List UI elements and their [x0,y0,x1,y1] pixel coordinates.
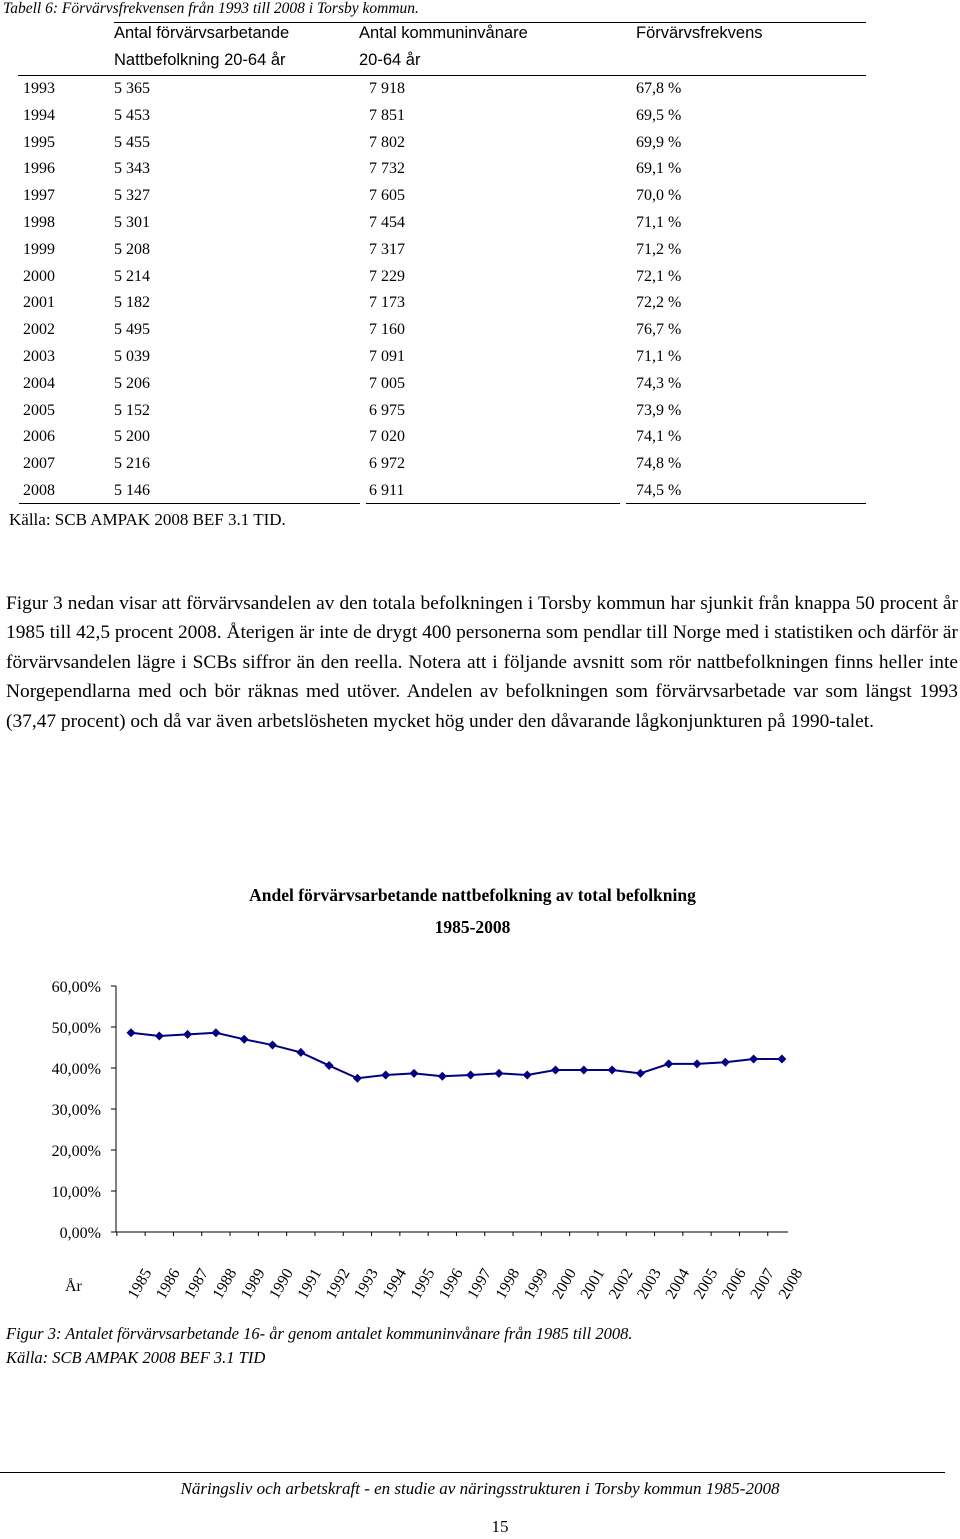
data-point [608,1066,617,1075]
cell-year: 1998 [23,214,55,231]
cell-year: 2002 [23,321,55,339]
x-tick-label: 2006 [719,1265,750,1302]
cell-nightpop: 5 152 [114,401,150,419]
data-point [749,1054,758,1063]
cell-frequency: 71,2 % [636,240,682,258]
cell-municipal: 7 918 [369,80,405,97]
x-tick-label: 1997 [464,1265,496,1302]
data-point [636,1069,645,1078]
cell-frequency: 67,8 % [636,80,682,97]
cell-municipal: 7 605 [369,187,405,205]
cell-nightpop: 5 327 [114,187,150,205]
header-municipal-line2: 20-64 år [359,51,421,69]
header-frequency: Förvärvsfrekvens [636,24,763,42]
table-bottom-rule-3 [626,503,866,504]
x-axis-label: År [65,1278,82,1295]
data-point [721,1058,730,1067]
cell-municipal: 7 020 [369,428,405,446]
cell-frequency: 74,3 % [636,374,682,392]
cell-nightpop: 5 182 [114,294,150,312]
x-tick-label: 1986 [153,1265,184,1302]
footer-rule [0,1472,945,1473]
data-point [268,1041,277,1050]
y-axis [52,979,116,1242]
x-tick-label: 2005 [690,1265,722,1302]
cell-nightpop: 5 343 [114,160,150,178]
series-line-group [127,1028,787,1083]
header-nightpop-line2: Nattbefolkning 20-64 år [114,51,286,69]
body-paragraph: Figur 3 nedan visar att förvärvsandelen av den totala befolkningen i Torsby kommun har sjunkit från knappa 50 procent år 1985 till 42,5 procent 2008. Återigen är inte de drygt 400 personerna som pendlar till Norge med i statistiken och därför är förvärvsandelen lägre i SCBs siffror än den reella. Notera att i följande avsnitt som rör nattbefolkningen finns heller inte Norgependlarna med och bör räknas med utöver. Andelen av befolkningen som förvärvsarbetade var som längst 1993 (37,47 procent) och då var även arbetslösheten mycket hög under den dåvarande lågkonjunkturen på 1990-talet. [6,593,958,732]
header-nightpop-line1: Antal förvärvsarbetande [114,24,290,42]
cell-frequency: 73,9 % [636,401,682,419]
x-tick-label: 1985 [124,1265,156,1302]
cell-year: 2003 [23,348,55,365]
cell-nightpop: 5 365 [114,80,150,97]
data-point [410,1069,419,1078]
cell-frequency: 72,1 % [636,267,682,285]
y-tick-label: 60,00% [51,979,101,996]
data-point [579,1066,588,1075]
data-point [438,1072,447,1081]
cell-frequency: 74,5 % [636,482,682,499]
table-top-rule [114,22,866,23]
cell-municipal: 7 732 [369,160,405,178]
cell-frequency: 74,8 % [636,455,682,473]
x-axis [116,1232,806,1302]
data-point [183,1030,192,1039]
x-tick-label: 1988 [209,1265,241,1302]
cell-nightpop: 5 206 [114,374,150,392]
figure-caption-line1: Figur 3: Antalet förvärvsarbetande 16- år genom antalet kommuninvånare från 1985 till 2008. [6,1324,633,1343]
x-tick-label: 2008 [775,1265,807,1302]
y-tick-label: 50,00% [51,1020,101,1037]
footer-text: Näringsliv och arbetskraft - en studie av näringsstrukturen i Torsby kommun 1985-2008 [180,1479,780,1498]
data-point [353,1074,362,1083]
data-point [127,1028,136,1037]
table-header-rule [18,75,866,76]
series-line [131,1033,782,1079]
data-point [494,1069,503,1078]
x-tick-label: 1994 [379,1265,411,1302]
cell-frequency: 71,1 % [636,348,682,365]
x-tick-label: 2003 [634,1265,665,1302]
table-bottom-rule-1 [19,503,360,504]
y-tick-label: 20,00% [51,1143,101,1160]
figure-caption-line2: Källa: SCB AMPAK 2008 BEF 3.1 TID [6,1348,266,1367]
cell-nightpop: 5 301 [114,214,150,231]
x-tick-label: 1993 [351,1265,382,1302]
cell-frequency: 69,1 % [636,160,682,178]
y-tick-label: 0,00% [59,1225,101,1242]
cell-municipal: 7 851 [369,106,405,124]
cell-nightpop: 5 455 [114,133,150,151]
cell-nightpop: 5 495 [114,321,150,339]
chart-subtitle: 1985-2008 [434,917,511,937]
x-tick-label: 1999 [520,1265,552,1302]
x-tick-label: 1998 [492,1265,524,1302]
cell-nightpop: 5 216 [114,455,150,473]
cell-year: 2007 [23,455,55,473]
cell-municipal: 7 005 [369,374,405,392]
data-point [664,1059,673,1068]
x-tick-label: 2000 [549,1265,580,1302]
cell-municipal: 7 173 [369,294,405,312]
data-point [693,1059,702,1068]
cell-frequency: 72,2 % [636,294,682,312]
data-point [777,1054,786,1063]
cell-frequency: 70,0 % [636,187,682,205]
cell-municipal: 6 911 [369,482,405,499]
cell-nightpop: 5 453 [114,106,150,124]
x-tick-label: 1991 [294,1265,326,1302]
table-bottom-rule-2 [366,503,620,504]
cell-frequency: 74,1 % [636,428,682,446]
figure-caption [6,1322,632,1370]
cell-frequency: 69,9 % [636,133,682,151]
cell-year: 1997 [23,187,55,205]
x-tick-label: 2007 [747,1265,779,1302]
y-tick-label: 10,00% [51,1184,101,1201]
data-point [466,1070,475,1079]
data-point [296,1048,305,1057]
x-tick-label: 2004 [662,1265,694,1302]
cell-year: 1995 [23,133,55,151]
cell-year: 2001 [23,294,55,312]
data-point [381,1070,390,1079]
cell-year: 1994 [23,106,55,124]
chart-title [0,879,945,943]
cell-frequency: 71,1 % [636,214,682,231]
y-tick-label: 40,00% [51,1061,101,1078]
cell-municipal: 7 091 [369,348,405,365]
x-tick-label: 2002 [605,1265,637,1302]
table-caption: Tabell 6: Förvärvsfrekvensen från 1993 till 2008 i Torsby kommun. [3,0,419,17]
cell-municipal: 7 160 [369,321,405,339]
header-municipal-line1: Antal kommuninvånare [359,24,528,42]
cell-nightpop: 5 214 [114,267,150,285]
line-chart [0,950,960,1310]
page-number: 15 [491,1517,509,1536]
cell-nightpop: 5 039 [114,348,150,365]
cell-year: 2008 [23,482,55,499]
cell-municipal: 6 975 [369,401,405,419]
data-point [325,1061,334,1070]
cell-municipal: 6 972 [369,455,405,473]
x-tick-label: 2001 [577,1265,609,1302]
cell-municipal: 7 802 [369,133,405,151]
cell-municipal: 7 317 [369,240,405,258]
cell-municipal: 7 454 [369,214,405,231]
x-tick-label: 1990 [266,1265,297,1302]
cell-frequency: 69,5 % [636,106,682,124]
cell-nightpop: 5 208 [114,240,150,258]
data-point [240,1035,249,1044]
cell-municipal: 7 229 [369,267,405,285]
chart-title-main: Andel förvärvsarbetande nattbefolkning av total befolkning [249,885,696,905]
cell-nightpop: 5 200 [114,428,150,446]
x-tick-label: 1987 [181,1265,213,1302]
x-tick-label: 1995 [407,1265,439,1302]
cell-frequency: 76,7 % [636,321,682,339]
cell-nightpop: 5 146 [114,482,150,499]
data-point [523,1070,532,1079]
cell-year: 2004 [23,374,55,392]
cell-year: 2000 [23,267,55,285]
x-tick-label: 1996 [436,1265,467,1302]
x-tick-label: 1992 [322,1265,354,1302]
data-point [551,1066,560,1075]
y-tick-label: 30,00% [51,1102,101,1119]
cell-year: 1996 [23,160,55,178]
table-source: Källa: SCB AMPAK 2008 BEF 3.1 TID. [9,510,286,529]
data-point [155,1032,164,1041]
data-point [211,1028,220,1037]
cell-year: 2006 [23,428,55,446]
cell-year: 1993 [23,80,55,97]
cell-year: 1999 [23,240,55,258]
x-tick-label: 1989 [237,1265,269,1302]
cell-year: 2005 [23,401,55,419]
